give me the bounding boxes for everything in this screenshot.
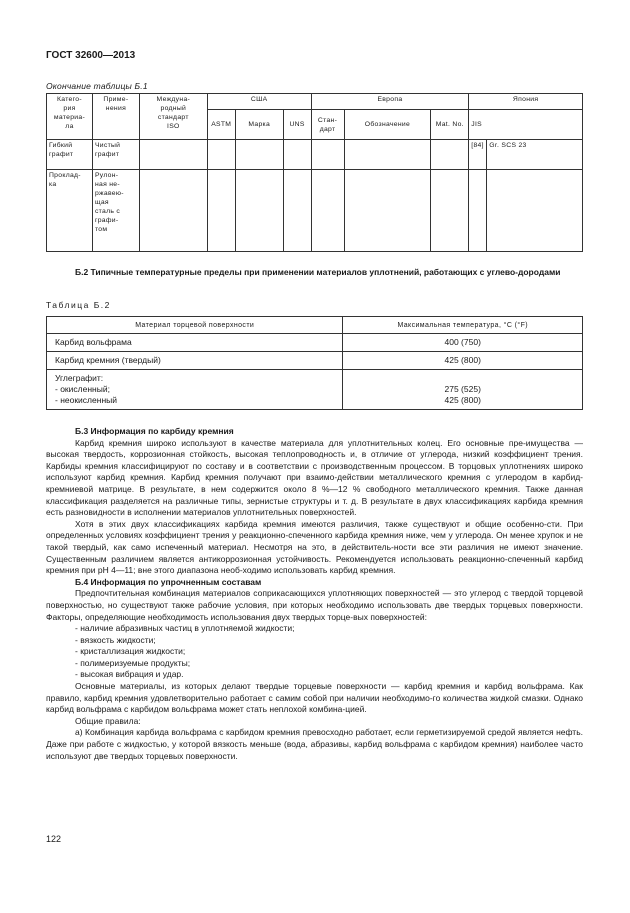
table-row	[47, 334, 583, 352]
row-jis-grade: Gr. SCS 23	[487, 140, 583, 170]
table-row	[47, 140, 583, 170]
section-b3-paragraph: Карбид кремния широко используют в качестве материала для уплотнительных колец. Его основные пре-имущества — высокая твердость, коррозионная стойкость, высокая теплопроводность и, в отличие от углерода, низкий коэффициент трения. Карбиды кремния классифицируют по составу и в соответствии с производственным процессом. В торцовых уплотнениях широко используют карбид кремния. Карбид кремния получают при взаимо-действии металлического кремния с углеродом в карбид-кремниевой матрице. В результате, в нем содержится около 8 %—12 % свободного металлического кремния. Также данная классификация разделяется на различные типы, зернистые структуры и т. д. В результате в двух классификациях карбида кремния есть разновидности в исполнении материалов уплотнительных поверхностей.	[46, 437, 583, 518]
header-astm: ASTM	[207, 110, 235, 140]
header-designation: Обозначение	[344, 110, 431, 140]
list-item: - кристаллизация жидкости;	[75, 646, 186, 657]
row-application: Рулон- ная не- ржавею- щая сталь с графи- том	[92, 170, 139, 252]
list-item: - полимеризуемые продукты;	[75, 657, 191, 668]
row-material: Карбид кремния (твердый)	[47, 352, 343, 370]
list-item: - вязкость жидкости;	[75, 634, 156, 645]
temp-nonoxidized: 425 (800)	[444, 395, 481, 405]
section-b3	[46, 426, 583, 762]
header-category: Катего- рия материа- ла	[47, 94, 93, 140]
header-europe: Европа	[311, 94, 469, 110]
table1-caption: Окончание таблицы Б.1	[46, 81, 148, 91]
header-matno: Mat. No.	[431, 110, 469, 140]
row-jis-grade	[487, 170, 583, 252]
row-temperature: 400 (750)	[343, 334, 583, 352]
page-number: 122	[46, 834, 62, 844]
header-jis: JIS	[469, 110, 583, 140]
row-jis-standard: [84]	[469, 140, 487, 170]
section-b4-paragraph: Основные материалы, из которых делают твердые торцевые поверхности — карбид кремния и карбид вольфрама. Как правило, карбид кремния удовлетворительно работает с самим собой при наличии необходимо-го количества жидкой смазки. Однако карбид вольфрама с карбидом вольфрама может стать неплохой комбина-цией.	[46, 681, 583, 715]
section-b4-paragraph: Общие правила:	[75, 715, 141, 726]
section-b4-title: Б.4 Информация по упрочненным составам	[75, 576, 262, 587]
header-mark: Марка	[235, 110, 283, 140]
section-b4-paragraph: а) Комбинация карбида вольфрама с карбидом кремния превосходно работает, если герметизируемой средой является нефть. Даже при работе с жидкостью, у которой вязкость меньше (вода, абразивы, карбид вольфрама с карбидом кремния) наиболее часто используют две твердых торцевых поверхности.	[46, 727, 583, 761]
row-jis-standard	[469, 170, 487, 252]
row-temperature: 425 (800)	[343, 352, 583, 370]
header-japan: Япония	[469, 94, 583, 110]
materials-table	[46, 93, 583, 252]
table2-caption: Таблица Б.2	[46, 300, 111, 310]
header-uns: UNS	[283, 110, 311, 140]
row-material: Карбид вольфрама	[47, 334, 343, 352]
graphite-oxidized: - окисленный;	[55, 384, 110, 394]
section-b3-paragraph: Хотя в этих двух классификациях карбида кремния имеются различия, также существуют и общие особенно-сти. При определенных условиях коэффициент трения у реакционно-спеченного карбида кремния ниже, чем у углерода. Он менее хрупок и не такой твердый, как само испеченный материал. Несмотря на это, в действитель-ности все эти различия не имеют значение. Существенным различием является антикоррозионная устойчивость. Рекомендуется использовать реакционно-спеченный карбид кремния при pH 4—11; вне этого диапазона необ-ходимо использовать карбид кремния.	[46, 518, 583, 576]
table-row	[47, 170, 583, 252]
graphite-label: Углеграфит:	[55, 373, 104, 383]
list-item: - наличие абразивных частиц в уплотняемой жидкости;	[75, 623, 295, 634]
graphite-nonoxidized: - неокисленный	[55, 395, 117, 405]
row-category: Гибкий графит	[47, 140, 93, 170]
header-application: Приме- нения	[92, 94, 139, 140]
temp-oxidized: 275 (525)	[444, 384, 481, 394]
list-item: - высокая вибрация и удар.	[75, 669, 184, 680]
header-temperature: Максимальная температура, °С (°F)	[343, 317, 583, 334]
section-b3-title: Б.3 Информация по карбиду кремния	[75, 426, 234, 436]
row-category: Проклад- ка	[47, 170, 93, 252]
section-b4-paragraph: Предпочтительная комбинация материалов соприкасающихся уплотняющих поверхностей — это углерод с твердой торцевой поверхностью, но существуют также рабочие условия, при которых необходимо использовать две твердых торцевых поверхности. Факторы, определяющие необходимость использования двух твердых торце-вых поверхностей:	[46, 588, 583, 622]
header-iso: Междуна- родный стандарт ISO	[139, 94, 207, 140]
temperature-table	[46, 316, 583, 410]
header-standard: Стан- дарт	[311, 110, 344, 140]
table-row	[47, 352, 583, 370]
section-b2-title: Б.2 Типичные температурные пределы при применении материалов уплотнений, работающих с углево-дородами	[75, 267, 561, 277]
header-material: Материал торцевой поверхности	[47, 317, 343, 334]
header-usa: США	[207, 94, 311, 110]
table-row	[47, 370, 583, 410]
standard-header: ГОСТ 32600—2013	[46, 50, 136, 61]
row-application: Чистый графит	[92, 140, 139, 170]
